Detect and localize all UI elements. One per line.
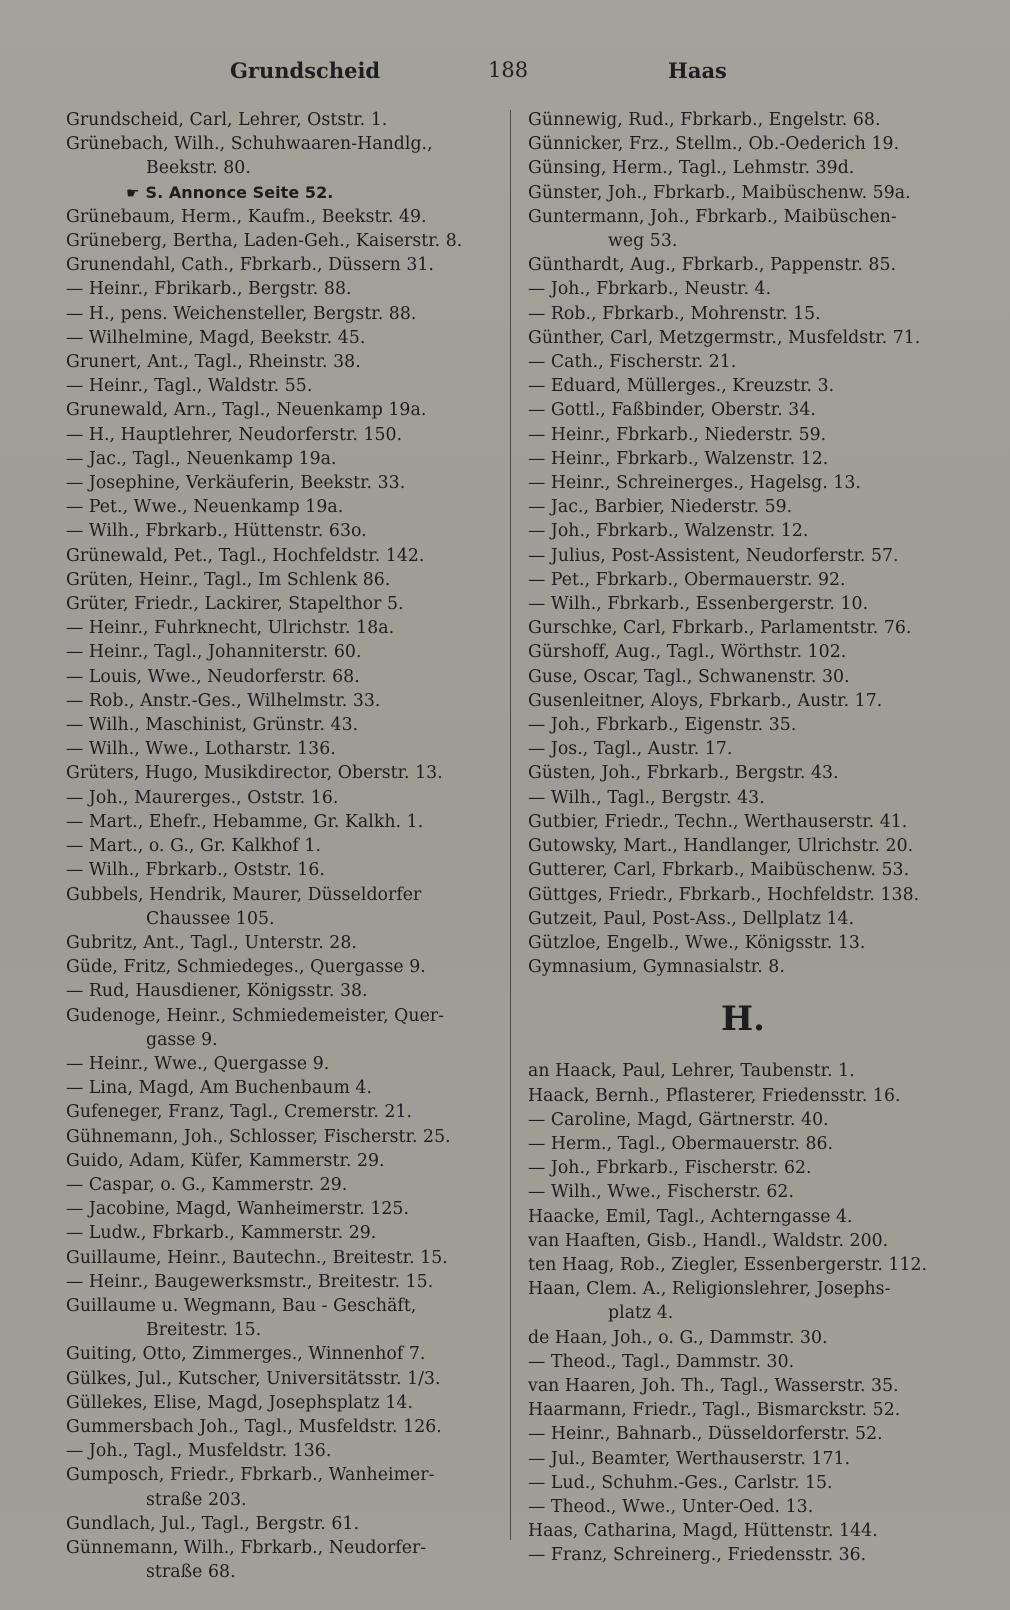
entry-text: — H., Hauptlehrer, Neudorferstr. 150. [66,424,403,445]
entry-text: — Joh., Fbrkarb., Fischerstr. 62. [528,1158,812,1179]
directory-entry-continuation [66,1318,508,1342]
entry-text: ten Haag, Rob., Ziegler, Essenbergerstr. 112. [528,1254,928,1275]
entry-text: Grünewald, Pet., Tagl., Hochfeldstr. 142. [66,545,425,566]
entry-text: — Louis, Wwe., Neudorferstr. 68. [66,666,360,687]
directory-entry [528,1519,958,1543]
directory-entry [66,1125,508,1149]
entry-text: — Joh., Tagl., Musfeldstr. 136. [66,1441,332,1462]
entry-text: — Josephine, Verkäuferin, Beekstr. 33. [66,473,406,494]
entry-text: — Wilhelmine, Magd, Beekstr. 45. [66,327,366,348]
directory-entry [66,1052,508,1076]
entry-text: van Haaren, Joh. Th., Tagl., Wasserstr. 35. [528,1375,899,1396]
entry-text: Haack, Bernh., Pflasterer, Friedensstr. 16. [528,1085,901,1106]
entry-text: Günsing, Herm., Tagl., Lehmstr. 39d. [528,158,855,179]
entry-text: an Haack, Paul, Lehrer, Taubenstr. 1. [528,1061,855,1082]
directory-entry-continuation [66,1028,508,1052]
directory-entry [66,374,508,398]
directory-entry [528,205,958,229]
column-divider [510,110,511,1540]
directory-entry [66,447,508,471]
entry-text: Güllekes, Elise, Magd, Josephsplatz 14. [66,1392,413,1413]
directory-entry [66,834,508,858]
entry-text: Guiting, Otto, Zimmerges., Winnenhof 7. [66,1344,426,1365]
entry-text: Günther, Carl, Metzgermstr., Musfeldstr. 71. [528,327,921,348]
entry-text: Grüters, Hugo, Musikdirector, Oberstr. 13. [66,763,443,784]
directory-entry [66,665,508,689]
directory-entry [528,665,958,689]
directory-entry [528,1277,958,1301]
entry-text: S. Annonce Seite 52. [145,182,334,202]
entry-text: — Jacobine, Magd, Wanheimerstr. 125. [66,1199,410,1220]
directory-entry [528,1132,958,1156]
entry-text: Guse, Oscar, Tagl., Schwanenstr. 30. [528,666,850,687]
directory-entry-continuation [66,1560,508,1584]
directory-entry [528,447,958,471]
directory-entry [528,181,958,205]
directory-entry [66,1149,508,1173]
entry-text: Breitestr. 15. [146,1320,262,1341]
directory-entry [66,326,508,350]
directory-entry [528,471,958,495]
directory-entry [528,1495,958,1519]
entry-text: Güsten, Joh., Fbrkarb., Bergstr. 43. [528,763,839,784]
entry-text: — Caroline, Magd, Gärtnerstr. 40. [528,1109,829,1130]
directory-entry [528,544,958,568]
entry-text: Gusenleitner, Aloys, Fbrkarb., Austr. 17. [528,690,883,711]
directory-entry [66,955,508,979]
directory-entry [528,1084,958,1108]
directory-entry [528,398,958,422]
entry-text: — Rob., Fbrkarb., Mohrenstr. 15. [528,303,821,324]
directory-entry [66,350,508,374]
directory-entry [66,277,508,301]
directory-entry [528,1374,958,1398]
directory-entry-continuation [66,907,508,931]
page-number: 188 [488,58,529,82]
directory-entry [528,1205,958,1229]
entry-text: Güttges, Friedr., Fbrkarb., Hochfeldstr. 138. [528,884,920,905]
left-column [66,108,508,1584]
entry-text: — Heinr., Wwe., Quergasse 9. [66,1053,330,1074]
directory-entry [528,132,958,156]
directory-entry [66,1294,508,1318]
entry-text: Guillaume, Heinr., Bautechn., Breitestr. 15. [66,1247,448,1268]
directory-entry [66,713,508,737]
directory-entry [66,1197,508,1221]
directory-entry [66,931,508,955]
entry-text: Günthardt, Aug., Fbrkarb., Pappenstr. 85. [528,255,897,276]
directory-entry [528,1156,958,1180]
entry-text: Haarmann, Friedr., Tagl., Bismarckstr. 52. [528,1400,901,1421]
directory-entry [66,616,508,640]
entry-text: — Jac., Tagl., Neuenkamp 19a. [66,448,337,469]
directory-entry [528,883,958,907]
directory-entry [66,1463,508,1487]
entry-text: Grunewald, Arn., Tagl., Neuenkamp 19a. [66,400,427,421]
entry-text: Gutbier, Friedr., Techn., Werthauserstr. 41. [528,811,908,832]
entry-text: Haan, Clem. A., Religionslehrer, Josephs- [528,1279,891,1300]
directory-entry [66,810,508,834]
page-header [0,58,1010,90]
directory-entry [528,1059,958,1083]
directory-entry [528,1229,958,1253]
directory-entry [528,1350,958,1374]
entry-text: — Theod., Tagl., Dammstr. 30. [528,1351,795,1372]
directory-entry [66,1246,508,1270]
entry-text: Guido, Adam, Küfer, Kammerstr. 29. [66,1150,385,1171]
entry-text: de Haan, Joh., o. G., Dammstr. 30. [528,1327,828,1348]
directory-entry [66,1439,508,1463]
entry-text: Grüten, Heinr., Tagl., Im Schlenk 86. [66,569,391,590]
entry-text: — Gottl., Faßbinder, Oberstr. 34. [528,400,816,421]
pointing-hand-icon: ☛ [126,183,140,202]
entry-text: — Joh., Fbrkarb., Neustr. 4. [528,279,772,300]
directory-entry-continuation [528,1301,958,1325]
right-column [528,108,958,1568]
directory-entry [66,1367,508,1391]
entry-text: — Jac., Barbier, Niederstr. 59. [528,497,793,518]
entry-text: — Heinr., Tagl., Johanniterstr. 60. [66,642,362,663]
directory-entry [66,1004,508,1028]
directory-entry [528,761,958,785]
directory-entry [528,834,958,858]
directory-entry [528,1543,958,1567]
entry-text: — Heinr., Fuhrknecht, Ulrichstr. 18a. [66,618,395,639]
entry-text: — Franz, Schreinerg., Friedensstr. 36. [528,1545,867,1566]
entry-text: Chaussee 105. [146,908,275,929]
directory-entry [528,1398,958,1422]
entry-text: — Pet., Fbrkarb., Obermauerstr. 92. [528,569,846,590]
directory-entry [66,1512,508,1536]
directory-entry-continuation [528,229,958,253]
directory-entry [66,205,508,229]
entry-text: — Wilh., Wwe., Lotharstr. 136. [66,739,336,760]
directory-entry [528,786,958,810]
directory-entry [66,1076,508,1100]
entry-text: Gummersbach Joh., Tagl., Musfeldstr. 126. [66,1416,442,1437]
directory-entry [66,495,508,519]
header-first-entry: Grundscheid [230,58,381,83]
directory-entry [66,1221,508,1245]
directory-entry [528,495,958,519]
directory-entry [528,713,958,737]
entry-text: — Jos., Tagl., Austr. 17. [528,739,733,760]
directory-entry [66,1173,508,1197]
entry-text: — Jul., Beamter, Werthauserstr. 171. [528,1448,851,1469]
directory-entry [528,350,958,374]
directory-entry [528,955,958,979]
directory-entry [528,931,958,955]
section-letter-heading [528,979,958,1059]
directory-entry-continuation [66,1488,508,1512]
entry-text: Guntermann, Joh., Fbrkarb., Maibüschen- [528,206,897,227]
directory-entry [528,616,958,640]
directory-entry [528,810,958,834]
directory-entry-continuation [66,156,508,180]
directory-entry [528,326,958,350]
entry-text: Haacke, Emil, Tagl., Achterngasse 4. [528,1206,853,1227]
directory-entry [66,858,508,882]
directory-entry [66,519,508,543]
entry-text: — Caspar, o. G., Kammerstr. 29. [66,1174,348,1195]
directory-entry [528,689,958,713]
entry-text: Gülkes, Jul., Kutscher, Universitätsstr. 1/3. [66,1368,441,1389]
directory-entry [66,883,508,907]
entry-text: — Wilh., Fbrkarb., Essenbergerstr. 10. [528,594,869,615]
directory-entry [66,423,508,447]
entry-text: Gumposch, Friedr., Fbrkarb., Wanheimer- [66,1465,435,1486]
entry-text: — Rob., Anstr.-Ges., Wilhelmstr. 33. [66,690,381,711]
entry-text: — Mart., o. G., Gr. Kalkhof 1. [66,836,321,857]
entry-text: Haas, Catharina, Magd, Hüttenstr. 144. [528,1521,878,1542]
entry-text: H. [720,999,766,1040]
entry-text: Gundlach, Jul., Tagl., Bergstr. 61. [66,1513,360,1534]
entry-text: Grünebaum, Herm., Kaufm., Beekstr. 49. [66,206,427,227]
directory-entry [528,640,958,664]
entry-text: Gymnasium, Gymnasialstr. 8. [528,957,785,978]
entry-text: Gühnemann, Joh., Schlosser, Fischerstr. 25. [66,1126,451,1147]
directory-entry [528,108,958,132]
directory-entry [66,108,508,132]
entry-text: Gutowsky, Mart., Handlanger, Ulrichstr. 20. [528,836,914,857]
entry-text: — Joh., Maurerges., Oststr. 16. [66,787,339,808]
entry-text: — Heinr., Tagl., Waldstr. 55. [66,376,313,397]
directory-entry [66,640,508,664]
entry-text: — Herm., Tagl., Obermauerstr. 86. [528,1133,834,1154]
directory-entry [66,1391,508,1415]
entry-text: Grundscheid, Carl, Lehrer, Oststr. 1. [66,110,388,130]
entry-text: — Heinr., Fbrkarb., Niederstr. 59. [528,424,827,445]
directory-entry [66,761,508,785]
entry-text: Günnemann, Wilh., Fbrkarb., Neudorfer- [66,1537,427,1558]
directory-entry [528,519,958,543]
entry-text: — Heinr., Fbrikarb., Bergstr. 88. [66,279,352,300]
entry-text: Grunendahl, Cath., Fbrkarb., Düssern 31. [66,255,434,276]
entry-text: — Heinr., Fbrkarb., Walzenstr. 12. [528,448,829,469]
directory-entry [528,1180,958,1204]
directory-entry [66,1415,508,1439]
entry-text: Gutzeit, Paul, Post-Ass., Dellplatz 14. [528,908,855,929]
entry-text: Gubbels, Hendrik, Maurer, Düsseldorfer [66,884,422,905]
entry-text: — Lina, Magd, Am Buchenbaum 4. [66,1078,373,1099]
directory-entry [66,1270,508,1294]
directory-entry [528,1108,958,1132]
entry-text: straße 203. [146,1489,247,1510]
entry-text: weg 53. [608,231,678,252]
entry-text: Gützloe, Engelb., Wwe., Königsstr. 13. [528,932,866,953]
entry-text: — Wilh., Wwe., Fischerstr. 62. [528,1182,794,1203]
entry-text: platz 4. [608,1303,674,1324]
directory-entry [528,1253,958,1277]
directory-entry [66,737,508,761]
entry-text: — Mart., Ehefr., Hebamme, Gr. Kalkh. 1. [66,811,424,832]
directory-entry [528,156,958,180]
entry-text: — Eduard, Müllerges., Kreuzstr. 3. [528,376,835,397]
entry-text: gasse 9. [146,1029,218,1050]
entry-text: — Heinr., Bahnarb., Düsseldorferstr. 52. [528,1424,883,1445]
directory-entry [528,1422,958,1446]
entry-text: Güde, Fritz, Schmiedeges., Quergasse 9. [66,957,426,978]
directory-entry [66,689,508,713]
directory-entry [66,786,508,810]
entry-text: — Theod., Wwe., Unter-Oed. 13. [528,1496,814,1517]
directory-entry [528,277,958,301]
entry-text: — Wilh., Tagl., Bergstr. 43. [528,787,765,808]
entry-text: Gufeneger, Franz, Tagl., Cremerstr. 21. [66,1102,413,1123]
entry-text: van Haaften, Gisb., Handl., Waldstr. 200. [528,1230,889,1251]
entry-text: — Joh., Fbrkarb., Walzenstr. 12. [528,521,809,542]
entry-text: Beekstr. 80. [146,158,251,179]
entry-text: — Wilh., Fbrkarb., Hüttenstr. 63o. [66,521,367,542]
directory-entry [66,568,508,592]
directory-entry [66,1100,508,1124]
directory-entry [66,132,508,156]
entry-text: Gutterer, Carl, Fbrkarb., Maibüschenw. 53. [528,860,910,881]
header-last-entry: Haas [668,58,727,83]
directory-entry [528,374,958,398]
entry-text: Gudenoge, Heinr., Schmiedemeister, Quer- [66,1005,445,1026]
entry-text: — Heinr., Schreinerges., Hagelsg. 13. [528,473,861,494]
directory-entry [66,544,508,568]
entry-text: Günnicker, Frz., Stellm., Ob.-Oederich 19. [528,134,900,155]
entry-text: Günster, Joh., Fbrkarb., Maibüschenw. 59a. [528,182,911,203]
entry-text: — Wilh., Maschinist, Grünstr. 43. [66,715,359,736]
directory-entry [66,1342,508,1366]
directory-entry [66,229,508,253]
entry-text: Grünebach, Wilh., Schuhwaaren-Handlg., [66,134,433,155]
directory-entry [528,592,958,616]
directory-entry [66,302,508,326]
directory-entry [528,423,958,447]
entry-text: Grunert, Ant., Tagl., Rheinstr. 38. [66,352,361,373]
directory-entry [528,737,958,761]
directory-entry [528,907,958,931]
entry-text: — Heinr., Baugewerksmstr., Breitestr. 15. [66,1271,434,1292]
advertisement-reference [66,181,508,205]
entry-text: Gürshoff, Aug., Tagl., Wörthstr. 102. [528,642,847,663]
entry-text: — Cath., Fischerstr. 21. [528,352,737,373]
entry-text: — Wilh., Fbrkarb., Oststr. 16. [66,860,325,881]
directory-entry [66,1536,508,1560]
entry-text: — Rud, Hausdiener, Königsstr. 38. [66,981,368,1002]
directory-entry [528,1471,958,1495]
directory-entry [528,302,958,326]
directory-entry [528,568,958,592]
directory-entry [528,253,958,277]
entry-text: Günnewig, Rud., Fbrkarb., Engelstr. 68. [528,110,881,130]
entry-text: — H., pens. Weichensteller, Bergstr. 88. [66,303,417,324]
entry-text: — Ludw., Fbrkarb., Kammerstr. 29. [66,1223,377,1244]
directory-entry [66,398,508,422]
entry-text: Guillaume u. Wegmann, Bau - Geschäft, [66,1295,417,1316]
directory-entry [66,592,508,616]
entry-text: — Pet., Wwe., Neuenkamp 19a. [66,497,344,518]
directory-entry [528,858,958,882]
directory-entry [66,471,508,495]
directory-entry [66,253,508,277]
entry-text: Gubritz, Ant., Tagl., Unterstr. 28. [66,932,357,953]
entry-text: — Lud., Schuhm.-Ges., Carlstr. 15. [528,1472,833,1493]
entry-text: — Joh., Fbrkarb., Eigenstr. 35. [528,715,797,736]
directory-entry [66,979,508,1003]
entry-text: — Julius, Post-Assistent, Neudorferstr. 57. [528,545,899,566]
entry-text: straße 68. [146,1562,236,1583]
entry-text: Gurschke, Carl, Fbrkarb., Parlamentstr. 76. [528,618,912,639]
directory-entry [528,1447,958,1471]
entry-text: Grüneberg, Bertha, Laden-Geh., Kaiserstr. 8. [66,231,463,252]
directory-entry [528,1326,958,1350]
entry-text: Grüter, Friedr., Lackirer, Stapelthor 5. [66,594,404,615]
